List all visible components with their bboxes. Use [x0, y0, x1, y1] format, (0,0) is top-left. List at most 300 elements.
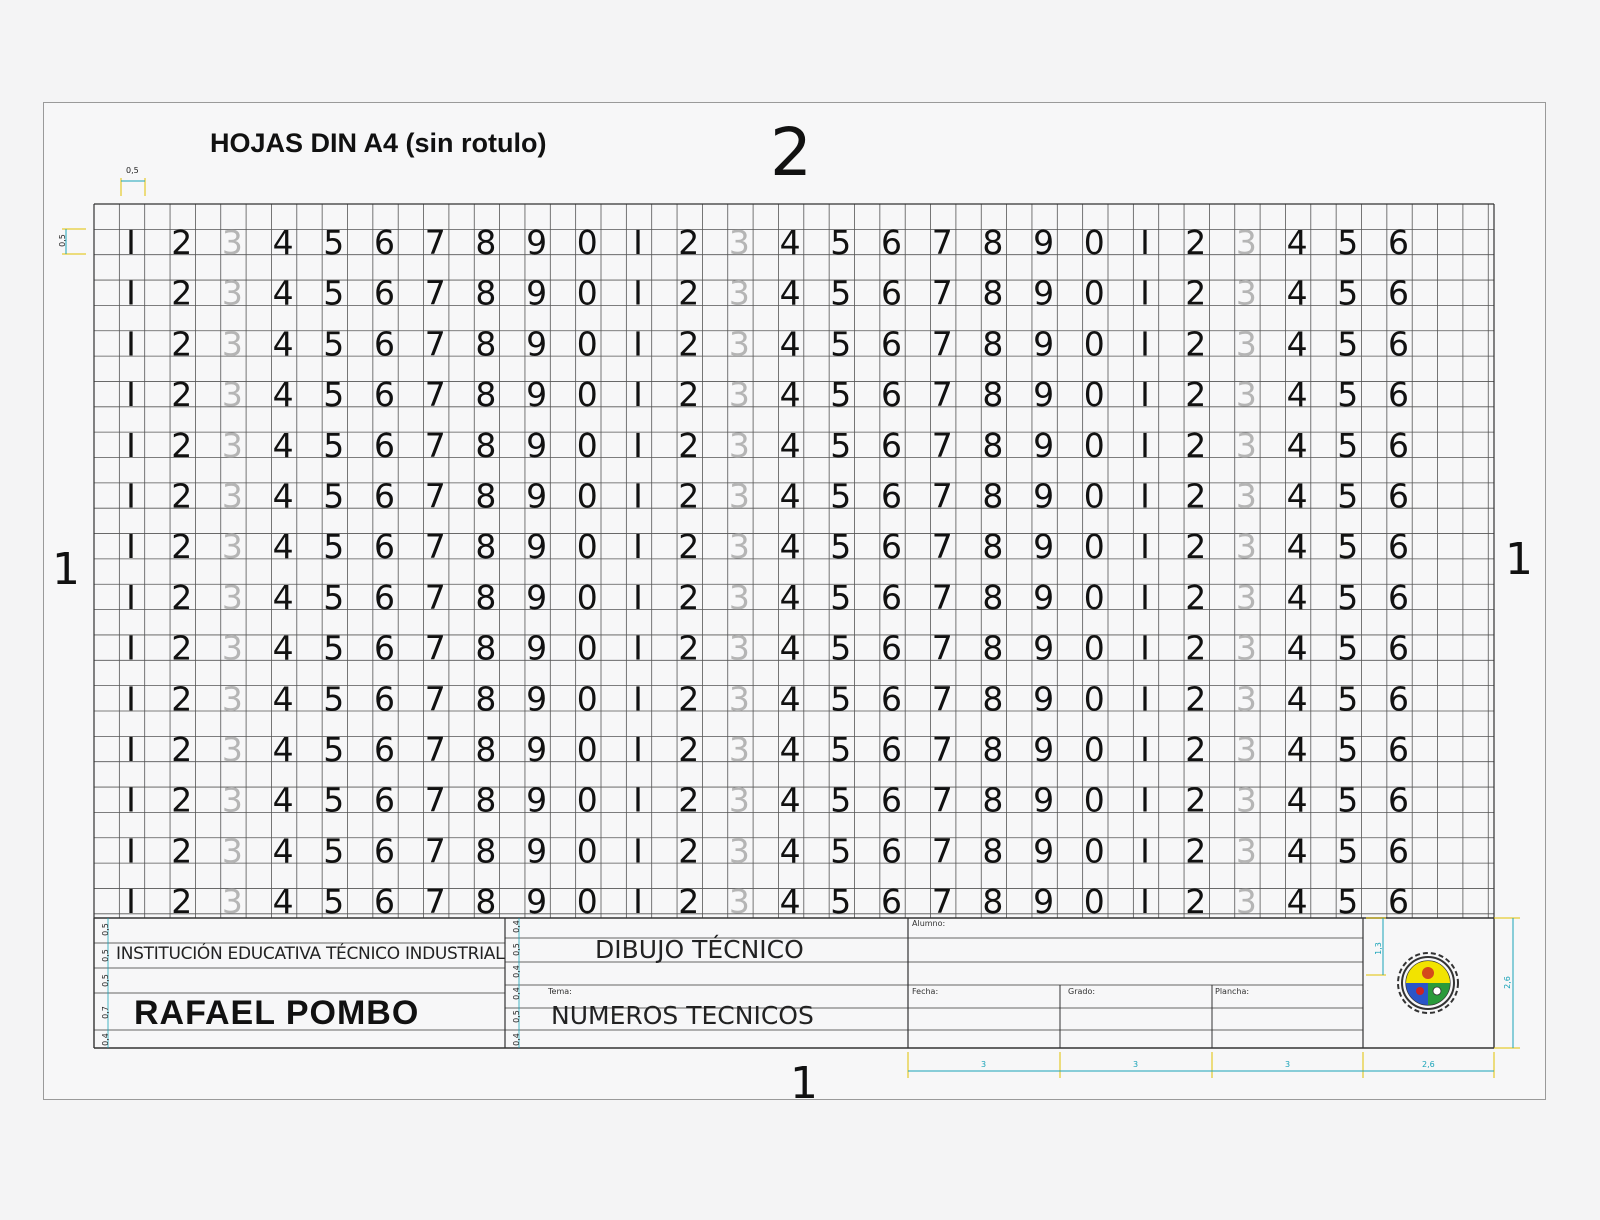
plate-label: Plancha:	[1215, 987, 1250, 996]
practice-digit: 9	[526, 882, 548, 922]
practice-digit: 7	[424, 780, 446, 820]
practice-digit: 7	[424, 628, 446, 668]
practice-digit: I	[633, 223, 643, 262]
practice-digit: 2	[678, 476, 700, 516]
practice-digit: 6	[374, 527, 395, 567]
practice-digit: 4	[1286, 375, 1308, 415]
practice-digit: 6	[374, 223, 395, 262]
practice-digit: 2	[171, 375, 193, 415]
practice-digit: 2	[678, 679, 700, 719]
practice-digit: 8	[475, 831, 497, 871]
practice-digit: 2	[678, 527, 700, 567]
bottom-dim-4: 2,6	[1422, 1060, 1435, 1069]
practice-digit: 8	[475, 273, 497, 313]
practice-digit: 5	[323, 476, 345, 516]
practice-digit: 0	[576, 324, 598, 364]
practice-digit: 6	[881, 527, 902, 567]
practice-digit: 5	[830, 324, 852, 364]
practice-digit: 9	[1033, 324, 1055, 364]
practice-digit: 5	[830, 679, 852, 719]
practice-digit: 2	[171, 577, 193, 617]
practice-digit: I	[1140, 324, 1150, 364]
practice-digit: 5	[1337, 324, 1359, 364]
practice-digit: 7	[424, 273, 446, 313]
practice-digit: 9	[526, 730, 548, 769]
practice-digit: 0	[576, 628, 598, 668]
practice-digit: 5	[323, 375, 345, 415]
practice-digit: 3	[221, 476, 243, 516]
practice-digit: I	[633, 780, 643, 820]
practice-digit: 0	[1083, 679, 1105, 719]
practice-digit: 6	[374, 628, 395, 668]
practice-digit: 4	[272, 780, 294, 820]
practice-digit: 9	[1033, 273, 1055, 313]
practice-digit: 2	[1185, 730, 1207, 769]
practice-digit: I	[126, 831, 136, 871]
practice-digit: 9	[526, 831, 548, 871]
practice-digit: 3	[221, 780, 243, 820]
practice-digit: 9	[526, 476, 548, 516]
subject-name: DIBUJO TÉCNICO	[595, 935, 804, 964]
practice-digit: 5	[323, 425, 345, 465]
theme-value: NUMEROS TECNICOS	[551, 1001, 814, 1030]
practice-digit: 2	[1185, 375, 1207, 415]
bottom-dim-3: 3	[1285, 1060, 1291, 1069]
practice-digit: 3	[728, 780, 750, 820]
practice-digit: 0	[576, 273, 598, 313]
practice-digit: 4	[272, 730, 294, 769]
practice-digit: 6	[1388, 679, 1409, 719]
practice-digit: 3	[728, 223, 750, 262]
practice-digit: 7	[931, 882, 953, 922]
practice-digit: 9	[1033, 730, 1055, 769]
practice-digit: 5	[323, 577, 345, 617]
practice-digit: 5	[323, 730, 345, 769]
practice-digit: 4	[1286, 223, 1308, 262]
practice-digit: 2	[678, 223, 700, 262]
practice-digit: I	[1140, 476, 1150, 516]
practice-digit: 5	[830, 273, 852, 313]
practice-digit: I	[126, 628, 136, 668]
practice-digit: 0	[576, 375, 598, 415]
practice-digit: 0	[576, 527, 598, 567]
left-dim-2: 0,5	[100, 949, 110, 962]
practice-digit: I	[126, 679, 136, 719]
practice-digit: I	[633, 425, 643, 465]
practice-digit: 0	[1083, 730, 1105, 769]
practice-digit: I	[126, 375, 136, 415]
practice-digit: 4	[1286, 577, 1308, 617]
practice-digit: 3	[221, 882, 243, 922]
left-dim-3: 0,5	[100, 974, 110, 987]
practice-digit: 7	[424, 223, 446, 262]
practice-digit: 2	[678, 324, 700, 364]
practice-digit: 4	[272, 577, 294, 617]
practice-digit: 4	[1286, 679, 1308, 719]
practice-digit: 0	[1083, 780, 1105, 820]
practice-digit: 8	[475, 628, 497, 668]
practice-digit: 2	[678, 730, 700, 769]
practice-digit: 3	[1235, 223, 1257, 262]
practice-digit: 0	[576, 223, 598, 262]
theme-label: Tema:	[548, 987, 572, 996]
practice-digit: I	[1140, 223, 1150, 262]
top-number: 2	[770, 114, 812, 191]
practice-digit: 4	[1286, 628, 1308, 668]
practice-digit: 0	[576, 425, 598, 465]
practice-digit: 2	[171, 223, 193, 262]
date-label: Fecha:	[912, 987, 939, 996]
practice-digit: I	[633, 831, 643, 871]
practice-digit: 5	[830, 882, 852, 922]
practice-digit: 2	[171, 324, 193, 364]
practice-digit: 2	[1185, 223, 1207, 262]
practice-digit: 4	[1286, 273, 1308, 313]
practice-digit: 2	[1185, 882, 1207, 922]
practice-digit: 9	[526, 527, 548, 567]
practice-digit: 3	[728, 425, 750, 465]
practice-digit: 3	[728, 882, 750, 922]
practice-digit: 2	[1185, 273, 1207, 313]
practice-digit: 6	[1388, 324, 1409, 364]
practice-digit: 2	[678, 273, 700, 313]
practice-digit: 0	[576, 730, 598, 769]
practice-digit: 7	[931, 223, 953, 262]
practice-digit: 3	[1235, 425, 1257, 465]
practice-digit: 9	[526, 577, 548, 617]
mid-dim-6: 0,4	[511, 1033, 521, 1046]
practice-digit: 4	[779, 831, 801, 871]
practice-digit: 9	[1033, 679, 1055, 719]
practice-digit: 4	[779, 679, 801, 719]
practice-digit: 5	[830, 527, 852, 567]
practice-digit: 4	[779, 476, 801, 516]
practice-digit: 7	[931, 527, 953, 567]
practice-digit: 9	[1033, 425, 1055, 465]
practice-digit: 8	[982, 375, 1004, 415]
practice-digit: I	[633, 679, 643, 719]
practice-digit: 2	[678, 628, 700, 668]
practice-digit: 5	[1337, 780, 1359, 820]
practice-digit: 2	[678, 577, 700, 617]
practice-digit: I	[633, 730, 643, 769]
practice-digit: 4	[272, 679, 294, 719]
practice-digit: 8	[475, 375, 497, 415]
practice-digit: 9	[526, 780, 548, 820]
practice-digit: 6	[374, 831, 395, 871]
practice-digit: I	[633, 577, 643, 617]
practice-digit: 3	[1235, 831, 1257, 871]
practice-digit: 7	[931, 628, 953, 668]
practice-digit: I	[1140, 679, 1150, 719]
practice-digit: 0	[1083, 324, 1105, 364]
practice-digit: I	[1140, 628, 1150, 668]
practice-digit: 5	[1337, 375, 1359, 415]
practice-digit: 3	[728, 730, 750, 769]
practice-digit: 3	[1235, 679, 1257, 719]
practice-digit: 7	[424, 476, 446, 516]
practice-digit: I	[1140, 882, 1150, 922]
practice-digit: 2	[171, 780, 193, 820]
practice-digit: 2	[171, 273, 193, 313]
practice-digit: 0	[1083, 375, 1105, 415]
practice-digit: 9	[526, 628, 548, 668]
practice-digit: 4	[1286, 425, 1308, 465]
practice-digit: 6	[881, 375, 902, 415]
practice-digit: I	[633, 882, 643, 922]
practice-digit: 6	[374, 476, 395, 516]
practice-digit: 6	[881, 780, 902, 820]
practice-digit: 3	[1235, 324, 1257, 364]
practice-digit: 0	[576, 679, 598, 719]
practice-digit: 4	[1286, 324, 1308, 364]
practice-digit: 3	[1235, 730, 1257, 769]
practice-digit: 5	[323, 628, 345, 668]
practice-digit: 8	[982, 476, 1004, 516]
practice-digit: I	[1140, 831, 1150, 871]
practice-digit: 8	[475, 780, 497, 820]
practice-digit: 5	[323, 273, 345, 313]
practice-digit: 6	[374, 324, 395, 364]
practice-digit: 6	[1388, 730, 1409, 769]
practice-digit: 2	[171, 425, 193, 465]
practice-digit: 8	[982, 273, 1004, 313]
practice-digit: 5	[323, 679, 345, 719]
practice-digit: 6	[1388, 425, 1409, 465]
left-dim-4: 0,7	[100, 1006, 110, 1019]
practice-digit: 2	[678, 425, 700, 465]
practice-digit: 0	[576, 882, 598, 922]
practice-digit: I	[633, 628, 643, 668]
practice-digit: 0	[1083, 831, 1105, 871]
practice-digit: 8	[475, 577, 497, 617]
practice-digit: 0	[1083, 273, 1105, 313]
bottom-dim-2: 3	[1133, 1060, 1139, 1069]
practice-digit: 3	[1235, 882, 1257, 922]
practice-digit: 6	[1388, 476, 1409, 516]
practice-digit: 9	[1033, 831, 1055, 871]
practice-digit: 4	[779, 324, 801, 364]
practice-digit: 6	[374, 273, 395, 313]
school-logo	[1390, 945, 1466, 1026]
practice-digit: 4	[272, 882, 294, 922]
practice-digit: 8	[982, 831, 1004, 871]
practice-digit: 3	[1235, 476, 1257, 516]
practice-digit: 5	[1337, 273, 1359, 313]
practice-digit: 7	[424, 527, 446, 567]
practice-digit: 0	[1083, 425, 1105, 465]
practice-digit: 5	[830, 831, 852, 871]
practice-digit: 7	[931, 780, 953, 820]
practice-digit: 2	[1185, 780, 1207, 820]
practice-digit: 6	[881, 324, 902, 364]
practice-digit: 3	[1235, 628, 1257, 668]
practice-digit: 7	[424, 375, 446, 415]
practice-digit: 6	[881, 577, 902, 617]
practice-digit: 4	[272, 223, 294, 262]
practice-digit: 6	[881, 273, 902, 313]
practice-digit: 4	[779, 273, 801, 313]
practice-digit: 5	[830, 476, 852, 516]
practice-digit: 8	[982, 780, 1004, 820]
practice-digit: 5	[323, 882, 345, 922]
practice-digit: 6	[881, 223, 902, 262]
practice-digit: 3	[221, 375, 243, 415]
practice-digit: 5	[830, 780, 852, 820]
practice-digit: 3	[221, 425, 243, 465]
practice-digit: 6	[1388, 780, 1409, 820]
practice-digit: I	[126, 425, 136, 465]
practice-digit: 8	[475, 882, 497, 922]
practice-digit: 3	[221, 831, 243, 871]
practice-digit: 6	[374, 730, 395, 769]
practice-digit: 7	[931, 476, 953, 516]
practice-digit: 7	[931, 273, 953, 313]
practice-digit: 6	[1388, 375, 1409, 415]
practice-digit: 8	[982, 730, 1004, 769]
cell-height-dimension: 0,5	[57, 234, 67, 247]
practice-digit: 4	[1286, 831, 1308, 871]
practice-digit: 3	[221, 628, 243, 668]
practice-digit: I	[1140, 577, 1150, 617]
practice-digit: 9	[1033, 375, 1055, 415]
practice-digit: 6	[881, 476, 902, 516]
practice-digit: 3	[728, 628, 750, 668]
practice-digit: 5	[830, 223, 852, 262]
practice-digit: 6	[1388, 882, 1409, 922]
practice-digit: 3	[221, 324, 243, 364]
practice-digit: 5	[1337, 577, 1359, 617]
practice-digit: 6	[374, 425, 395, 465]
practice-digit: 9	[1033, 527, 1055, 567]
practice-digit: 6	[881, 628, 902, 668]
practice-digit: 4	[272, 527, 294, 567]
practice-digit: 6	[1388, 628, 1409, 668]
practice-digit: 3	[221, 527, 243, 567]
practice-digit: 3	[221, 679, 243, 719]
practice-digit: 4	[779, 425, 801, 465]
practice-digit: 5	[830, 577, 852, 617]
practice-digit: 4	[272, 375, 294, 415]
practice-digit: 0	[576, 577, 598, 617]
practice-digit: 3	[1235, 577, 1257, 617]
practice-digit: 7	[424, 577, 446, 617]
practice-digit: I	[633, 527, 643, 567]
mid-dim-5: 0,5	[511, 1010, 521, 1023]
practice-digit: 6	[881, 831, 902, 871]
practice-digit: 0	[1083, 527, 1105, 567]
practice-digit: 6	[374, 780, 395, 820]
practice-digit: 8	[475, 730, 497, 769]
practice-digit: 7	[931, 425, 953, 465]
student-label: Alumno:	[912, 919, 946, 928]
practice-digit: I	[126, 324, 136, 364]
practice-digit: 0	[576, 831, 598, 871]
practice-digit: 9	[526, 375, 548, 415]
practice-digit: I	[126, 223, 136, 262]
mid-dim-4: 0,4	[511, 987, 521, 1000]
practice-digit: 8	[475, 223, 497, 262]
mid-dim-1: 0,4	[511, 920, 521, 933]
practice-digit: 9	[526, 223, 548, 262]
practice-digit: 2	[1185, 577, 1207, 617]
left-dim-1: 0,5	[100, 923, 110, 936]
practice-digit: 7	[931, 730, 953, 769]
practice-digit: 2	[171, 628, 193, 668]
practice-digit: 6	[1388, 577, 1409, 617]
practice-digit: 3	[221, 577, 243, 617]
left-number: 1	[52, 544, 80, 595]
practice-digit: 8	[982, 577, 1004, 617]
practice-digit: 2	[678, 780, 700, 820]
practice-digit: 4	[1286, 882, 1308, 922]
practice-digit: 7	[424, 679, 446, 719]
practice-digit: 7	[424, 831, 446, 871]
practice-digit: 6	[881, 882, 902, 922]
practice-digit: I	[633, 273, 643, 313]
practice-digit: I	[633, 324, 643, 364]
practice-digit: 3	[221, 223, 243, 262]
practice-digit: 8	[982, 882, 1004, 922]
practice-digit: I	[633, 476, 643, 516]
practice-digit: 8	[475, 679, 497, 719]
practice-digit: 0	[1083, 577, 1105, 617]
practice-digit: I	[126, 273, 136, 313]
mid-dim-3: 0,4	[511, 965, 521, 978]
practice-digit: 6	[1388, 831, 1409, 871]
practice-digit: 2	[171, 476, 193, 516]
practice-digit: 7	[424, 324, 446, 364]
practice-digit: 7	[931, 375, 953, 415]
practice-digit: 4	[272, 324, 294, 364]
practice-digit: 6	[374, 577, 395, 617]
practice-digit: 2	[1185, 476, 1207, 516]
practice-digit: 9	[1033, 577, 1055, 617]
practice-digit: 5	[1337, 425, 1359, 465]
practice-digit: 3	[221, 730, 243, 769]
practice-digit: 6	[881, 730, 902, 769]
school-name: RAFAEL POMBO	[134, 994, 420, 1032]
practice-digit: I	[1140, 527, 1150, 567]
practice-digit: 8	[475, 476, 497, 516]
practice-digit: I	[126, 476, 136, 516]
practice-digit: 3	[728, 476, 750, 516]
practice-digit: 3	[728, 577, 750, 617]
practice-digit: 9	[1033, 223, 1055, 262]
practice-digit: 4	[1286, 730, 1308, 769]
practice-digit: 2	[171, 730, 193, 769]
practice-digit: 5	[1337, 679, 1359, 719]
practice-digit: 9	[1033, 628, 1055, 668]
practice-digit: 4	[779, 527, 801, 567]
practice-digit: 3	[221, 273, 243, 313]
practice-digit: 3	[1235, 375, 1257, 415]
practice-digit: 9	[526, 679, 548, 719]
practice-digit: 4	[272, 628, 294, 668]
institution-name: INSTITUCIÓN EDUCATIVA TÉCNICO INDUSTRIAL	[116, 944, 505, 964]
practice-digit: 3	[728, 527, 750, 567]
practice-digit: 8	[475, 527, 497, 567]
practice-digit: 2	[171, 679, 193, 719]
practice-digit: 2	[171, 527, 193, 567]
practice-digit: 8	[982, 324, 1004, 364]
practice-digit: 7	[424, 425, 446, 465]
cell-width-dimension: 0,5	[126, 166, 139, 175]
practice-digit: I	[126, 577, 136, 617]
practice-digit: 5	[1337, 628, 1359, 668]
practice-digit: 4	[272, 273, 294, 313]
practice-digit: 5	[830, 730, 852, 769]
